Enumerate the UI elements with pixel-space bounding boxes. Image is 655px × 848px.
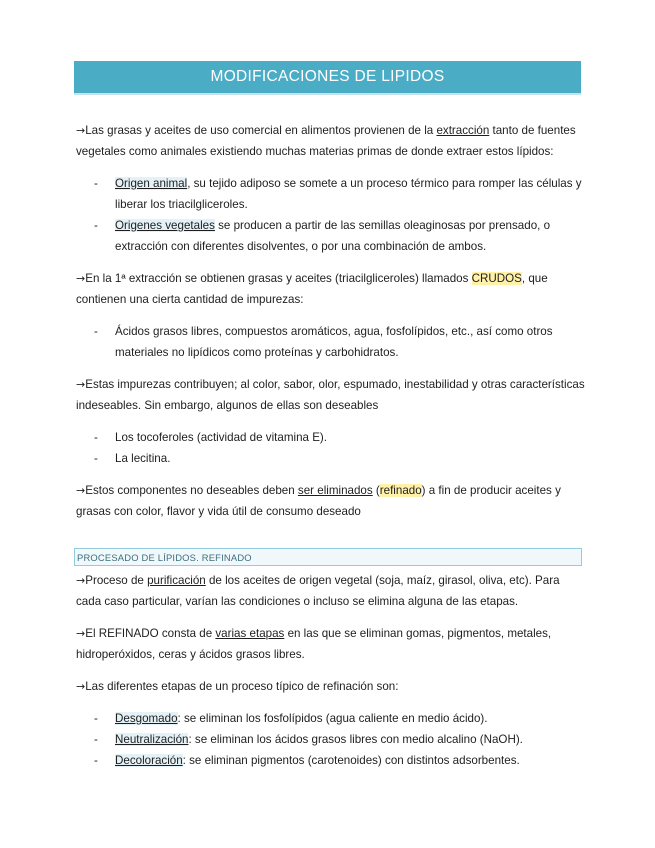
arrow-icon: → [76,378,86,391]
paragraph-extraction: →Las grasas y aceites de uso comercial en alimentos provienen de la extracción tanto de fuentes vegetales como animales existiendo muchas materias primas de donde extraer estos lípidos: [76,124,576,158]
list-item: - La lecitina. [76,448,586,469]
paragraph-purificacion: →Proceso de purificación de los aceites de origen vegetal (soja, maíz, girasol, oliva, etc). Para cada caso particular, varían las condiciones o incluso se elimina alguna de las etapas. [76,574,560,608]
paragraph-refinado: →Estos componentes no deseables deben ser eliminados (refinado) a fin de producir aceites y grasas con color, flavor y vida útil de consumo deseado [76,484,561,518]
term-origen-animal: Origen animal [115,177,188,190]
term-extraccion: extracción [436,124,490,137]
stages-list [76,708,586,771]
dash-bullet: - [94,754,98,767]
sources-list [76,173,586,257]
list-item: - Los tocoferoles (actividad de vitamina E). [76,427,586,448]
arrow-icon: → [76,680,86,693]
paragraph-diferentes-etapas: →Las diferentes etapas de un proceso típico de refinación son: [76,680,399,693]
list-item: - Neutralización: se eliminan los ácidos grasos libres con medio alcalino (NaOH). [76,729,586,750]
list-item: - Origenes vegetales se producen a partir de las semillas oleaginosas por prensado, o extracción con diferentes disolventes, o por una combinación de ambos. [76,215,586,257]
arrow-icon: → [76,124,86,137]
section-heading: PROCESADO DE LÍPIDOS. REFINADO [74,548,582,566]
impurities-list [76,321,586,363]
arrow-icon: → [76,272,86,285]
dash-bullet: - [94,219,98,232]
paragraph-etapas: →El REFINADO consta de varias etapas en las que se eliminan gomas, pigmentos, metales, hidroperóxidos, ceras y ácidos grasos libres. [76,627,552,661]
list-item: - Origen animal, su tejido adiposo se somete a un proceso térmico para romper las células y liberar los triacilgliceroles. [76,173,586,215]
dash-bullet: - [94,431,98,444]
paragraph-crudos: →En la 1ª extracción se obtienen grasas y aceites (triacilgliceroles) llamados CRUDOS, que contienen una cierta cantidad de impurezas: [76,272,548,306]
term-varias-etapas: varias etapas [215,627,285,640]
term-neutralizacion: Neutralización [115,733,189,746]
term-origenes-vegetales: Origenes vegetales [115,219,215,232]
dash-bullet: - [94,177,98,190]
arrow-icon: → [76,627,86,640]
term-ser-eliminados: ser eliminados [297,484,373,497]
dash-bullet: - [94,452,98,465]
term-crudos: CRUDOS [471,272,522,285]
dash-bullet: - [94,325,98,338]
dash-bullet: - [94,712,98,725]
document-title: MODIFICACIONES DE LIPIDOS [74,61,581,95]
term-desgomado: Desgomado [115,712,178,725]
list-item: - Decoloración: se eliminan pigmentos (carotenoides) con distintos adsorbentes. [76,750,586,771]
term-refinado: refinado [379,484,422,497]
term-purificacion: purificación [147,574,206,587]
list-item: - Desgomado: se eliminan los fosfolípidos (agua caliente en medio ácido). [76,708,586,729]
desirable-list [76,427,586,469]
dash-bullet: - [94,733,98,746]
arrow-icon: → [76,574,86,587]
arrow-icon: → [76,484,86,497]
list-item: - Ácidos grasos libres, compuestos aromáticos, agua, fosfolípidos, etc., así como otros materiales no lipídicos como proteínas y carbohidratos. [76,321,586,363]
term-decoloracion: Decoloración [115,754,183,767]
paragraph-impurezas: →Estas impurezas contribuyen; al color, sabor, olor, espumado, inestabilidad y otras características indeseables. Sin embargo, algunos de ellas son deseables [76,378,585,412]
